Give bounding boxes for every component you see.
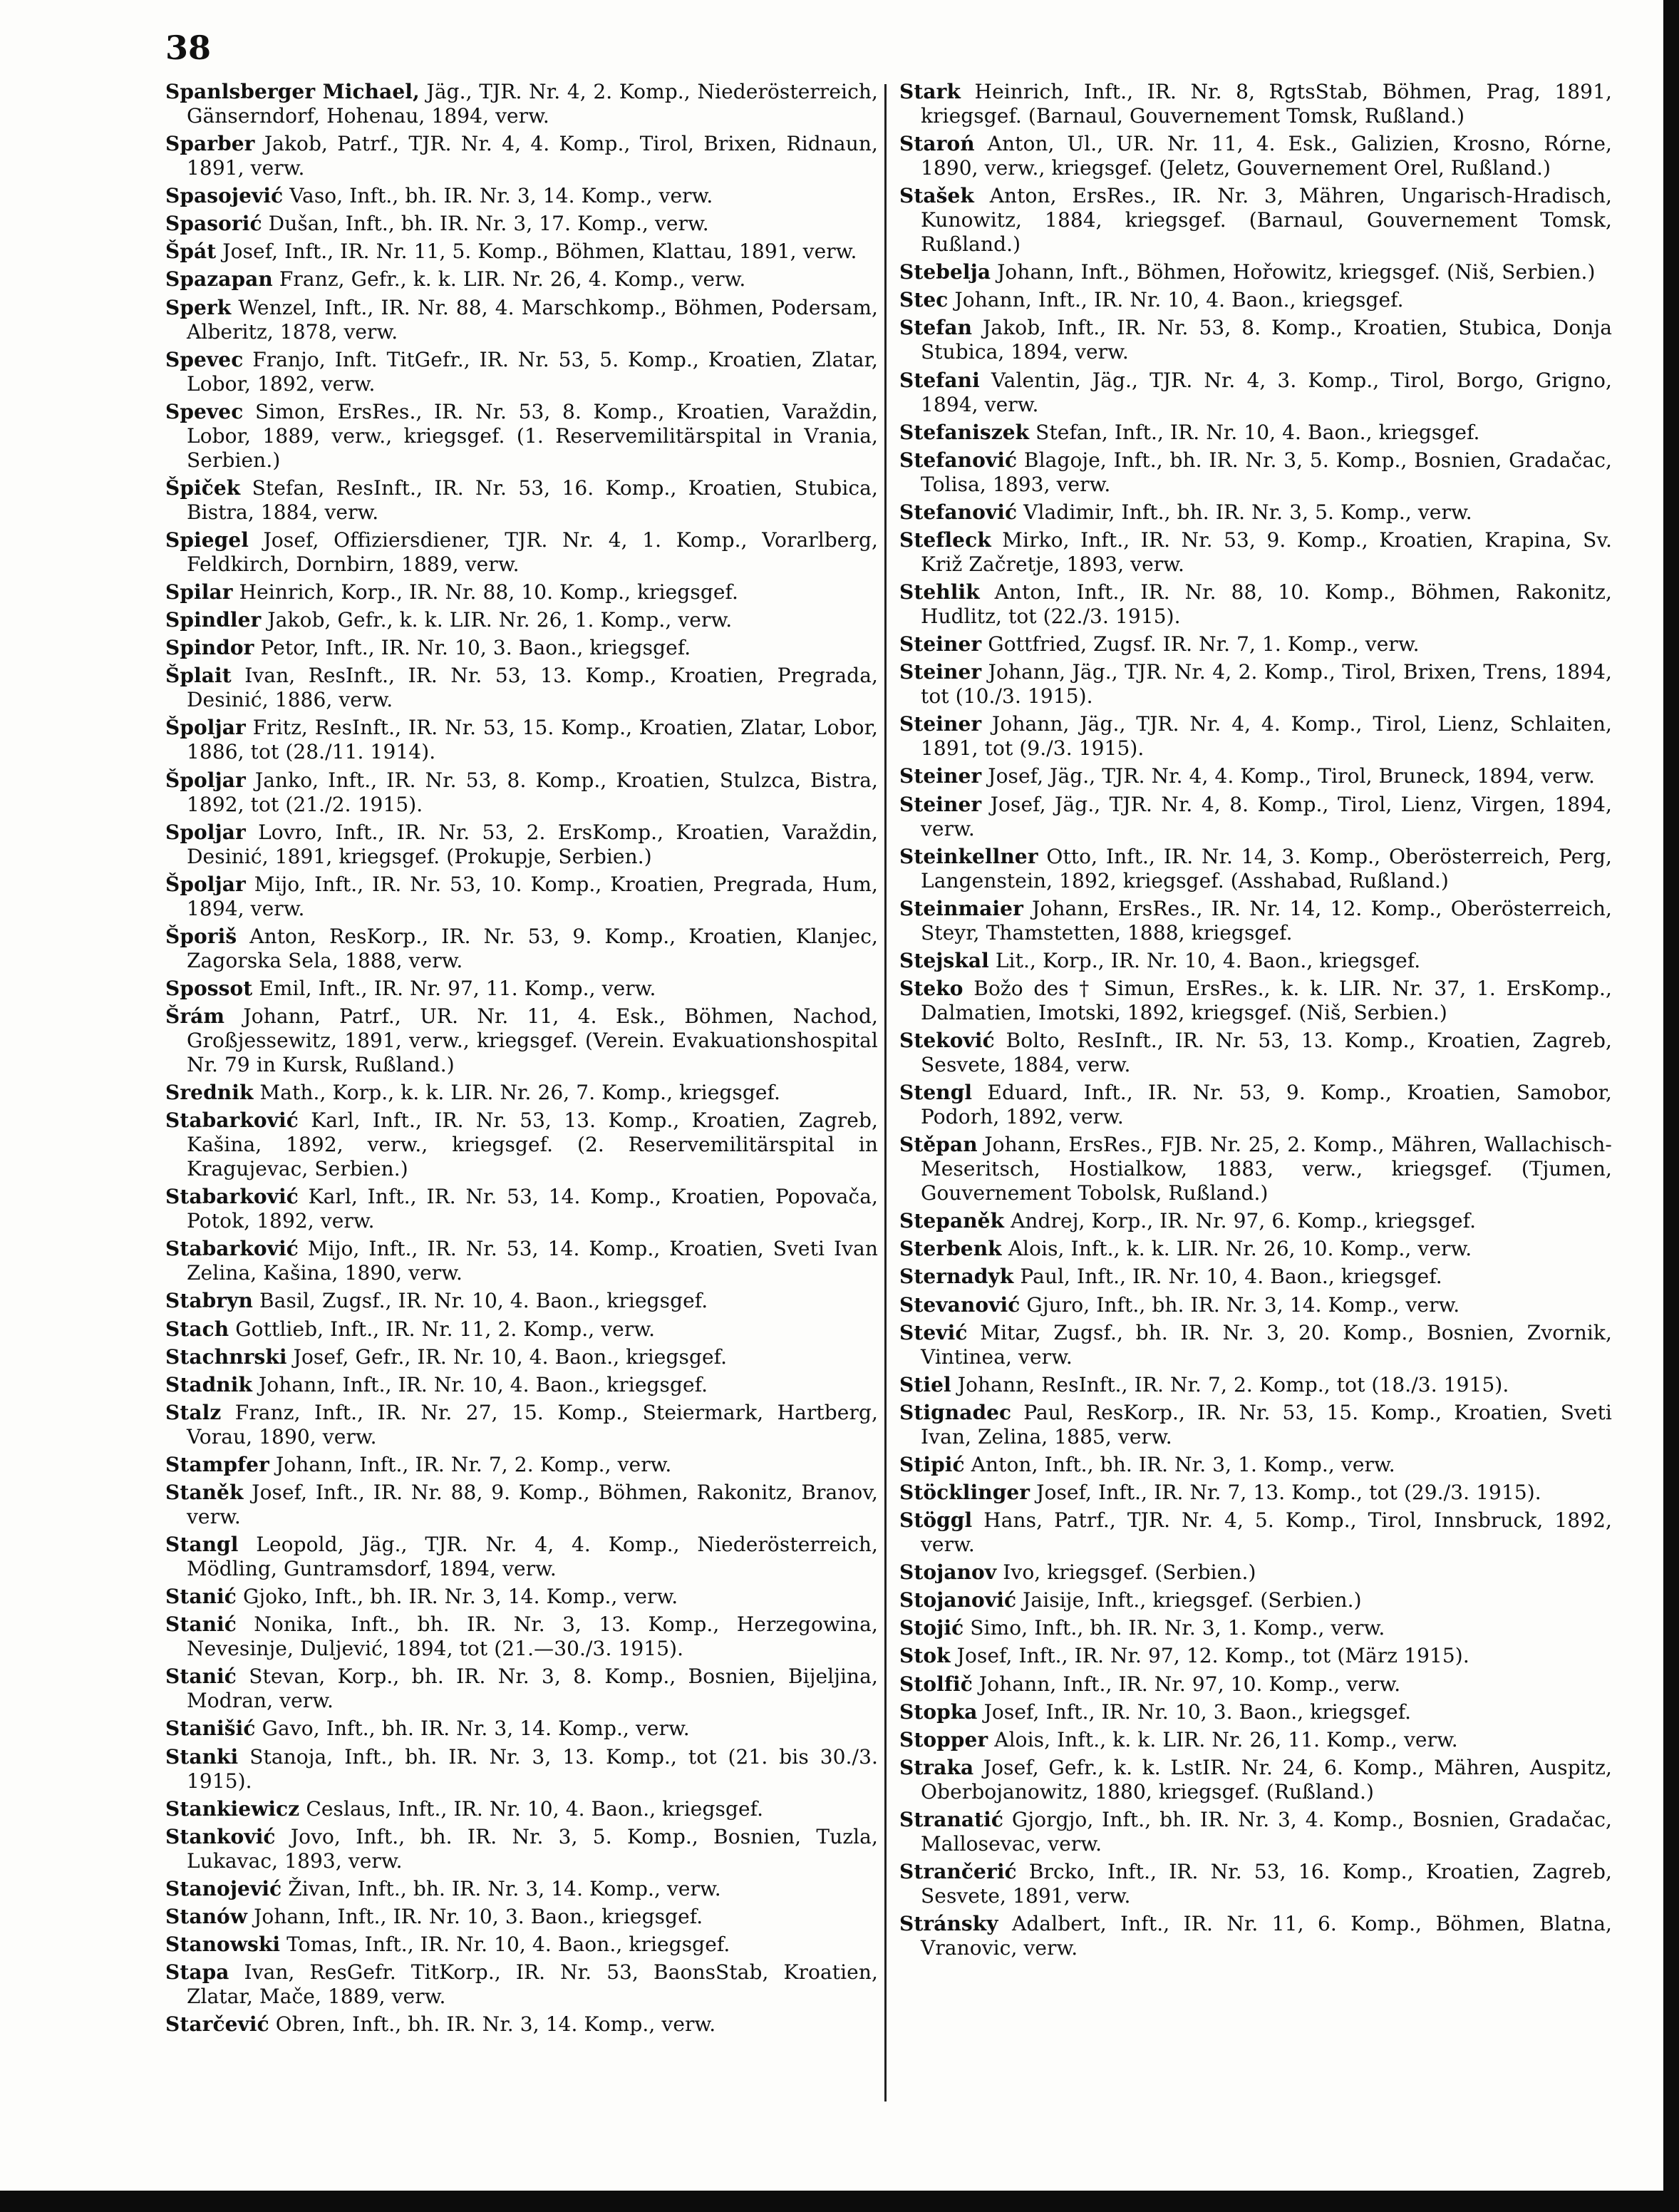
entry-details: Dušan, Inft., bh. IR. Nr. 3, 17. Komp., verw.: [268, 212, 709, 236]
page-number: 38: [165, 29, 212, 67]
entry-details: Gjoko, Inft., bh. IR. Nr. 3, 14. Komp., verw.: [242, 1585, 678, 1609]
register-entry: [899, 712, 1612, 761]
entry-details: Johann, ResInft., IR. Nr. 7, 2. Komp., tot (18./3. 1915).: [957, 1372, 1509, 1396]
register-entry: [899, 1616, 1612, 1640]
register-entry: [165, 1960, 878, 2009]
entry-surname: Špoljar: [165, 872, 246, 896]
entry-surname: Stadnik: [165, 1372, 252, 1396]
entry-details: Josef, Inft., IR. Nr. 88, 9. Komp., Böhmen, Rakonitz, Branov, verw.: [187, 1481, 878, 1528]
register-entry: [899, 1644, 1612, 1668]
entry-details: Josef, Inft., IR. Nr. 11, 5. Komp., Böhmen, Klattau, 1891, verw.: [222, 240, 857, 264]
entry-details: Fritz, ResInft., IR. Nr. 53, 15. Komp., Kroatien, Zlatar, Lobor, 1886, tot (28./11. 1914).: [187, 716, 878, 764]
register-entry: [165, 977, 878, 1001]
register-entry: [899, 1401, 1612, 1449]
register-entry: [899, 1808, 1612, 1856]
entry-details: Johann, Jäg., TJR. Nr. 4, 2. Komp., Tirol, Brixen, Trens, 1894, tot (10./3. 1915).: [921, 660, 1612, 709]
entry-surname: Spossot: [165, 976, 253, 1000]
entry-surname: Spasorić: [165, 212, 262, 236]
entry-details: Jaisije, Inft., kriegsgef. (Serbien.): [1023, 1588, 1362, 1612]
register-entry: [165, 1797, 878, 1821]
entry-surname: Spiegel: [165, 528, 249, 552]
register-entry: [899, 1373, 1612, 1397]
entry-details: Anton, Inft., IR. Nr. 88, 10. Komp., Böhmen, Rakonitz, Hudlitz, tot (22./3. 1915).: [921, 580, 1612, 629]
entry-surname: Stark: [899, 80, 961, 103]
register-entry: [165, 1004, 878, 1077]
entry-surname: Stojanović: [899, 1588, 1017, 1612]
entry-surname: Stok: [899, 1644, 951, 1668]
entry-details: Simon, ErsRes., IR. Nr. 53, 8. Komp., Kroatien, Varaždin, Lobor, 1889, verw., kriegsgef. (1. Reservemilitärspital in Vrania, Serbien.): [187, 399, 878, 472]
entry-surname: Steko: [899, 976, 964, 1000]
entry-details: Andrej, Korp., IR. Nr. 97, 6. Komp., kriegsgef.: [1011, 1209, 1477, 1233]
entry-details: Nonika, Inft., bh. IR. Nr. 3, 13. Komp., Herzegowina, Nevesinje, Duljević, 1894, tot (21.—30./3. 1915).: [187, 1612, 878, 1661]
register-entry: [899, 1081, 1612, 1129]
register-entry: [165, 1345, 878, 1369]
entry-surname: Sperk: [165, 295, 232, 319]
register-entry: [899, 793, 1612, 841]
register-entry: [165, 2012, 878, 2037]
entry-surname: Stepaněk: [899, 1209, 1005, 1233]
register-entry: [899, 132, 1612, 180]
entry-details: Hans, Patrf., TJR. Nr. 4, 5. Komp., Tirol, Innsbruck, 1892, verw.: [921, 1508, 1612, 1557]
entry-details: Gjuro, Inft., bh. IR. Nr. 3, 14. Komp., verw.: [1026, 1292, 1460, 1317]
register-entry: [165, 1081, 878, 1105]
entry-surname: Špát: [165, 240, 217, 264]
register-entry: [899, 1672, 1612, 1697]
entry-surname: Stachnrski: [165, 1344, 287, 1369]
register-entry: [899, 1756, 1612, 1804]
entry-details: Ivan, ResInft., IR. Nr. 53, 13. Komp., Kroatien, Pregrada, Desinić, 1886, verw.: [187, 664, 878, 712]
entry-details: Karl, Inft., IR. Nr. 53, 13. Komp., Kroatien, Zagreb, Kašina, 1892, verw., kriegsgef. (2. Reservemilitärspital in Kragujevac, Serbien.): [187, 1108, 878, 1181]
register-entry: [165, 768, 878, 817]
register-entry: [899, 1912, 1612, 1960]
entry-surname: Staroń: [899, 132, 975, 156]
register-entry: [165, 1481, 878, 1529]
entry-details: Heinrich, Korp., IR. Nr. 88, 10. Komp., kriegsgef.: [239, 580, 738, 605]
entry-surname: Stebelja: [899, 260, 991, 284]
entry-surname: Šplait: [165, 664, 232, 688]
entry-details: Josef, Gefr., IR. Nr. 10, 4. Baon., kriegsgef.: [293, 1344, 728, 1369]
entry-surname: Steiner: [899, 660, 982, 684]
entry-details: Josef, Inft., IR. Nr. 97, 12. Komp., tot (März 1915).: [956, 1644, 1469, 1668]
entry-surname: Spindor: [165, 636, 254, 660]
entry-details: Lovro, Inft., IR. Nr. 53, 2. ErsKomp., Kroatien, Varaždin, Desinić, 1891, kriegsgef. (Prokupje, Serbien.): [187, 820, 878, 868]
entry-details: Johann, Jäg., TJR. Nr. 4, 4. Komp., Tirol, Lienz, Schlaiten, 1891, tot (9./3. 1915).: [921, 712, 1612, 761]
entry-surname: Stanki: [165, 1744, 239, 1769]
entry-details: Anton, ResKorp., IR. Nr. 53, 9. Komp., Kroatien, Klanjec, Zagorska Sela, 1888, verw.: [187, 924, 878, 972]
register-entry: [899, 1237, 1612, 1261]
entry-details: Stefan, ResInft., IR. Nr. 53, 16. Komp., Kroatien, Stubica, Bistra, 1884, verw.: [187, 475, 878, 524]
entry-surname: Sterbenk: [899, 1237, 1002, 1261]
entry-details: Heinrich, Inft., IR. Nr. 8, RgtsStab, Böhmen, Prag, 1891, kriegsgef. (Barnaul, Gouvernement Tomsk, Rußland.): [921, 80, 1612, 128]
register-entry: [165, 1745, 878, 1794]
entry-details: Blagoje, Inft., bh. IR. Nr. 3, 5. Komp., Bosnien, Gradačac, Tolisa, 1893, verw.: [921, 448, 1612, 496]
right-column: [899, 80, 1612, 1964]
entry-surname: Spevec: [165, 347, 244, 371]
entry-details: Adalbert, Inft., IR. Nr. 11, 6. Komp., Böhmen, Blatna, Vranovic, verw.: [921, 1912, 1612, 1960]
register-entry: [899, 184, 1612, 257]
entry-surname: Strančerić: [899, 1860, 1017, 1884]
entry-surname: Steiner: [899, 764, 982, 788]
register-entry: [899, 316, 1612, 364]
entry-surname: Steiner: [899, 632, 982, 657]
entry-details: Franz, Inft., IR. Nr. 27, 15. Komp., Steiermark, Hartberg, Vorau, 1890, verw.: [187, 1400, 878, 1449]
register-entry: [899, 1209, 1612, 1233]
entry-details: Johann, ErsRes., IR. Nr. 14, 12. Komp., Oberösterreich, Steyr, Thamstetten, 1888, kriegsgef.: [921, 896, 1612, 945]
entry-surname: Stach: [165, 1317, 229, 1341]
entry-surname: Stejskal: [899, 948, 989, 972]
entry-surname: Stević: [899, 1320, 968, 1344]
entry-surname: Spazapan: [165, 267, 273, 292]
entry-details: Karl, Inft., IR. Nr. 53, 14. Komp., Kroatien, Popovača, Potok, 1892, verw.: [187, 1185, 878, 1233]
register-entry: [899, 421, 1612, 445]
register-entry: [165, 267, 878, 292]
register-entry: [165, 1585, 878, 1609]
register-entry: [899, 80, 1612, 128]
register-entry: [165, 212, 878, 236]
entry-surname: Stöggl: [899, 1508, 973, 1533]
entry-surname: Stehlik: [899, 580, 980, 605]
entry-surname: Stanić: [165, 1665, 237, 1689]
register-entry: [165, 580, 878, 605]
entry-details: Vaso, Inft., bh. IR. Nr. 3, 14. Komp., verw.: [289, 184, 713, 208]
entry-surname: Steiner: [899, 712, 982, 736]
register-entry: [899, 1481, 1612, 1505]
entry-surname: Stiel: [899, 1372, 951, 1396]
register-entry: [899, 1728, 1612, 1752]
register-entry: [165, 1717, 878, 1741]
entry-surname: Spevec: [165, 399, 244, 423]
entry-surname: Straka: [899, 1755, 974, 1779]
entry-details: Janko, Inft., IR. Nr. 53, 8. Komp., Kroatien, Stulzca, Bistra, 1892, tot (21./2. 1915).: [187, 768, 878, 816]
entry-surname: Stefanović: [899, 448, 1018, 472]
entry-surname: Stránsky: [899, 1912, 998, 1936]
entry-surname: Stefan: [899, 316, 973, 340]
entry-details: Mitar, Zugsf., bh. IR. Nr. 3, 20. Komp., Bosnien, Zvornik, Vintinea, verw.: [921, 1320, 1612, 1369]
entry-surname: Stefani: [899, 368, 980, 392]
entry-details: Basil, Zugsf., IR. Nr. 10, 4. Baon., kriegsgef.: [259, 1289, 708, 1313]
entry-details: Mijo, Inft., IR. Nr. 53, 10. Komp., Kroatien, Pregrada, Hum, 1894, verw.: [187, 872, 878, 920]
entry-details: Mijo, Inft., IR. Nr. 53, 14. Komp., Kroatien, Sveti Ivan Zelina, Kašina, 1890, verw.: [187, 1237, 878, 1285]
register-entry: [899, 764, 1612, 788]
entry-surname: Stefaniszek: [899, 420, 1030, 444]
register-entry: [165, 1825, 878, 1873]
entry-surname: Stolfič: [899, 1672, 973, 1696]
register-entry: [165, 1665, 878, 1713]
entry-details: Math., Korp., k. k. LIR. Nr. 26, 7. Komp., kriegsgef.: [259, 1081, 781, 1105]
entry-details: Paul, Inft., IR. Nr. 10, 4. Baon., kriegsgef.: [1020, 1265, 1442, 1289]
entry-details: Gjorgjo, Inft., bh. IR. Nr. 3, 4. Komp., Bosnien, Gradačac, Mallosevac, verw.: [921, 1807, 1612, 1856]
entry-details: Anton, Inft., bh. IR. Nr. 3, 1. Komp., verw.: [971, 1452, 1395, 1476]
entry-details: Josef, Jäg., TJR. Nr. 4, 4. Komp., Tirol, Bruneck, 1894, verw.: [988, 764, 1596, 788]
scan-edge-right: [1663, 0, 1679, 2212]
register-entry: [165, 1237, 878, 1285]
entry-surname: Sternadyk: [899, 1265, 1014, 1289]
entry-surname: Stangl: [165, 1533, 239, 1557]
entry-surname: Stevanović: [899, 1292, 1021, 1317]
register-entry: [165, 1401, 878, 1449]
register-entry: [899, 448, 1612, 497]
register-entry: [899, 949, 1612, 973]
entry-surname: Steinkellner: [899, 844, 1038, 868]
register-entry: [165, 528, 878, 577]
entry-details: Otto, Inft., IR. Nr. 14, 3. Komp., Oberösterreich, Perg, Langenstein, 1892, kriegsgef. (Asshabad, Rußland.): [921, 844, 1612, 892]
entry-surname: Stengl: [899, 1081, 973, 1105]
register-entry: [899, 1700, 1612, 1724]
register-entry: [899, 897, 1612, 945]
scan-edge-bottom: [0, 2191, 1679, 2212]
entry-surname: Stignadec: [899, 1400, 1012, 1424]
register-entry: [165, 1905, 878, 1929]
register-entry: [165, 1933, 878, 1957]
entry-surname: Špiček: [165, 475, 241, 500]
entry-details: Jovo, Inft., bh. IR. Nr. 3, 5. Komp., Bosnien, Tuzla, Lukavac, 1893, verw.: [187, 1824, 878, 1873]
entry-details: Johann, Inft., Böhmen, Hořowitz, kriegsgef. (Niš, Serbien.): [997, 260, 1596, 284]
entry-details: Anton, Ul., UR. Nr. 11, 4. Esk., Galizien, Krosno, Rórne, 1890, verw., kriegsgef. (Jeletz, Gouvernement Orel, Rußland.): [921, 132, 1612, 180]
entry-details: Vladimir, Inft., bh. IR. Nr. 3, 5. Komp., verw.: [1023, 500, 1472, 524]
entry-surname: Stranatić: [899, 1807, 1004, 1831]
entry-details: Franz, Gefr., k. k. LIR. Nr. 26, 4. Komp., verw.: [279, 267, 746, 292]
register-entry: [165, 636, 878, 660]
entry-surname: Stefanović: [899, 500, 1018, 524]
entry-surname: Stojić: [899, 1616, 964, 1640]
entry-surname: Stabarković: [165, 1237, 299, 1261]
entry-surname: Stopper: [899, 1727, 988, 1751]
entry-details: Mirko, Inft., IR. Nr. 53, 9. Komp., Kroatien, Krapina, Sv. Križ Začretje, 1893, verw.: [921, 528, 1612, 576]
entry-surname: Špoljar: [165, 716, 246, 740]
register-entry: [899, 500, 1612, 525]
entry-details: Johann, Inft., IR. Nr. 10, 4. Baon., kriegsgef.: [954, 288, 1404, 312]
entry-details: Petor, Inft., IR. Nr. 10, 3. Baon., kriegsgef.: [260, 636, 691, 660]
column-divider: [884, 84, 887, 2102]
register-entry: [165, 1289, 878, 1313]
entry-details: Anton, ErsRes., IR. Nr. 3, Mähren, Ungarisch-Hradisch, Kunowitz, 1884, kriegsgef. (Barnaul, Gouvernement Tomsk, Rußland.): [921, 184, 1612, 257]
entry-surname: Stankiewicz: [165, 1796, 300, 1821]
entry-details: Josef, Inft., IR. Nr. 7, 13. Komp., tot (29./3. 1915).: [1036, 1481, 1541, 1504]
entry-details: Paul, ResKorp., IR. Nr. 53, 15. Komp., Kroatien, Sveti Ivan, Zelina, 1885, verw.: [921, 1400, 1612, 1449]
register-entry: [165, 608, 878, 632]
register-entry: [899, 1560, 1612, 1585]
register-entry: [899, 528, 1612, 577]
register-entry: [899, 1293, 1612, 1317]
entry-surname: Stabryn: [165, 1289, 253, 1313]
entry-details: Josef, Jäg., TJR. Nr. 4, 8. Komp., Tirol, Lienz, Virgen, 1894, verw.: [921, 792, 1612, 840]
entry-surname: Srednik: [165, 1081, 254, 1105]
register-entry: [165, 1877, 878, 1901]
register-entry: [165, 873, 878, 921]
entry-details: Tomas, Inft., IR. Nr. 10, 4. Baon., kriegsgef.: [286, 1933, 730, 1957]
register-entry: [165, 1453, 878, 1477]
register-entry: [899, 845, 1612, 893]
register-entry: [899, 288, 1612, 312]
entry-details: Alois, Inft., k. k. LIR. Nr. 26, 11. Komp., verw.: [994, 1727, 1458, 1751]
entry-details: Wenzel, Inft., IR. Nr. 88, 4. Marschkomp., Böhmen, Podersam, Alberitz, 1878, verw.: [187, 295, 878, 344]
entry-surname: Stanišić: [165, 1717, 256, 1741]
register-entry: [165, 1533, 878, 1581]
register-entry: [899, 977, 1612, 1025]
entry-details: Eduard, Inft., IR. Nr. 53, 9. Komp., Kroatien, Samobor, Podorh, 1892, verw.: [921, 1081, 1612, 1129]
register-entry: [899, 1321, 1612, 1369]
register-entry: [899, 1508, 1612, 1557]
register-entry: [899, 1133, 1612, 1205]
register-entry: [165, 476, 878, 525]
entry-surname: Stabarković: [165, 1185, 299, 1209]
entry-details: Johann, Patrf., UR. Nr. 11, 4. Esk., Böhmen, Nachod, Großjessewitz, 1891, verw., kriegsgef. (Verein. Evakuationshospital Nr. 79 in Kursk, Rußland.): [187, 1004, 878, 1076]
entry-details: Johann, Inft., IR. Nr. 10, 4. Baon., kriegsgef.: [259, 1372, 708, 1396]
entry-details: Josef, Offiziersdiener, TJR. Nr. 4, 1. Komp., Vorarlberg, Feldkirch, Dornbirn, 1889, verw.: [187, 528, 878, 576]
entry-details: Stanoja, Inft., bh. IR. Nr. 3, 13. Komp., tot (21. bis 30./3. 1915).: [187, 1744, 878, 1793]
entry-details: Jakob, Gefr., k. k. LIR. Nr. 26, 1. Komp., verw.: [267, 608, 733, 632]
register-entry: [165, 664, 878, 712]
entry-details: Alois, Inft., k. k. LIR. Nr. 26, 10. Komp., verw.: [1008, 1237, 1472, 1261]
entry-surname: Stabarković: [165, 1108, 299, 1133]
entry-details: Jäg., TJR. Nr. 4, 2. Komp., Niederösterreich, Gänserndorf, Hohenau, 1894, verw.: [187, 80, 879, 128]
entry-surname: Steiner: [899, 792, 982, 816]
register-entry: [165, 296, 878, 344]
register-entry: [165, 1373, 878, 1397]
entry-surname: Starčević: [165, 2012, 269, 2037]
register-entry: [165, 925, 878, 973]
entry-details: Johann, Inft., IR. Nr. 7, 2. Komp., verw.: [275, 1452, 672, 1476]
register-entry: [165, 132, 878, 180]
register-entry: [165, 1185, 878, 1233]
entry-surname: Stec: [899, 288, 949, 312]
entry-details: Bolto, ResInft., IR. Nr. 53, 13. Komp., Kroatien, Zagreb, Sesvete, 1884, verw.: [921, 1028, 1612, 1076]
entry-surname: Stapa: [165, 1960, 229, 1985]
entry-details: Ceslaus, Inft., IR. Nr. 10, 4. Baon., kriegsgef.: [306, 1796, 764, 1821]
entry-surname: Stöcklinger: [899, 1481, 1030, 1504]
entry-details: Valentin, Jäg., TJR. Nr. 4, 3. Komp., Tirol, Borgo, Grigno, 1894, verw.: [921, 368, 1612, 416]
entry-surname: Stanković: [165, 1824, 276, 1848]
entry-details: Božo des † Simun, ErsRes., k. k. LIR. Nr. 37, 1. ErsKomp., Dalmatien, Imotski, 1892, kriegsgef. (Niš, Serbien.): [921, 976, 1612, 1024]
register-entry: [165, 400, 878, 473]
entry-details: Obren, Inft., bh. IR. Nr. 3, 14. Komp., verw.: [275, 2012, 716, 2037]
entry-surname: Spasojević: [165, 184, 284, 208]
entry-details: Gottlieb, Inft., IR. Nr. 11, 2. Komp., verw.: [235, 1317, 656, 1341]
register-entry: [899, 1029, 1612, 1077]
entry-surname: Steinmaier: [899, 896, 1023, 920]
entry-details: Stefan, Inft., IR. Nr. 10, 4. Baon., kriegsgef.: [1035, 420, 1480, 444]
entry-details: Živan, Inft., bh. IR. Nr. 3, 14. Komp., verw.: [288, 1876, 721, 1900]
entry-surname: Spilar: [165, 580, 233, 605]
entry-details: Franjo, Inft. TitGefr., IR. Nr. 53, 5. Komp., Kroatien, Zlatar, Lobor, 1892, verw.: [187, 347, 878, 396]
entry-details: Johann, Inft., IR. Nr. 97, 10. Komp., verw.: [978, 1672, 1401, 1696]
left-column: [165, 80, 878, 2040]
entry-details: Josef, Gefr., k. k. LstIR. Nr. 24, 6. Komp., Mähren, Auspitz, Oberbojanowitz, 1880, kriegsgef. (Rußland.): [921, 1755, 1612, 1804]
register-entry: [899, 369, 1612, 417]
entry-details: Ivo, kriegsgef. (Serbien.): [1003, 1560, 1256, 1585]
entry-surname: Stanów: [165, 1904, 248, 1928]
register-entry: [899, 1265, 1612, 1289]
entry-details: Simo, Inft., bh. IR. Nr. 3, 1. Komp., verw.: [970, 1616, 1385, 1640]
entry-details: Brcko, Inft., IR. Nr. 53, 16. Komp., Kroatien, Zagreb, Sesvete, 1891, verw.: [921, 1860, 1612, 1908]
entry-surname: Stalz: [165, 1400, 222, 1424]
register-entry: [899, 580, 1612, 629]
entry-surname: Spanlsberger Michael,: [165, 80, 420, 103]
register-entry: [165, 348, 878, 396]
register-entry: [165, 80, 878, 128]
entry-surname: Stanić: [165, 1612, 237, 1637]
register-entry: [165, 240, 878, 264]
entry-details: Leopold, Jäg., TJR. Nr. 4, 4. Komp., Niederösterreich, Mödling, Guntramsdorf, 1894, verw.: [187, 1533, 878, 1581]
entry-surname: Stojanov: [899, 1560, 997, 1585]
entry-surname: Stěpan: [899, 1133, 978, 1157]
entry-details: Lit., Korp., IR. Nr. 10, 4. Baon., kriegsgef.: [995, 948, 1421, 972]
entry-surname: Stampfer: [165, 1452, 269, 1476]
register-entry: [899, 1588, 1612, 1612]
register-entry: [165, 1317, 878, 1342]
entry-surname: Stefleck: [899, 528, 991, 552]
entry-details: Gottfried, Zugsf. IR. Nr. 7, 1. Komp., verw.: [988, 632, 1420, 657]
entry-surname: Sparber: [165, 132, 255, 156]
entry-details: Josef, Inft., IR. Nr. 10, 3. Baon., kriegsgef.: [983, 1699, 1412, 1724]
register-entry: [165, 716, 878, 764]
entry-surname: Steković: [899, 1028, 995, 1052]
register-entry: [165, 1108, 878, 1181]
register-entry: [899, 660, 1612, 709]
entry-surname: Stašek: [899, 184, 974, 208]
entry-details: Ivan, ResGefr. TitKorp., IR. Nr. 53, BaonsStab, Kroatien, Zlatar, Mače, 1889, verw.: [187, 1960, 878, 2009]
entry-details: Gavo, Inft., bh. IR. Nr. 3, 14. Komp., verw.: [262, 1717, 690, 1741]
entry-details: Emil, Inft., IR. Nr. 97, 11. Komp., verw.: [259, 976, 656, 1000]
entry-surname: Šporiš: [165, 924, 237, 948]
entry-surname: Spoljar: [165, 820, 246, 844]
entry-surname: Spindler: [165, 608, 262, 632]
register-entry: [899, 260, 1612, 284]
entry-surname: Stopka: [899, 1699, 978, 1724]
entry-surname: Stanić: [165, 1585, 237, 1609]
register-entry: [899, 632, 1612, 657]
entry-surname: Špoljar: [165, 768, 246, 792]
entry-surname: Staněk: [165, 1481, 244, 1504]
register-entry: [899, 1860, 1612, 1908]
entry-surname: Stanojević: [165, 1876, 282, 1900]
register-entry: [899, 1453, 1612, 1477]
entry-surname: Stipić: [899, 1452, 965, 1476]
entry-details: Johann, ErsRes., FJB. Nr. 25, 2. Komp., Mähren, Wallachisch-Meseritsch, Hostialkow, 1883, verw., kriegsgef. (Tjumen, Gouvernement Tobolsk, Rußland.): [921, 1133, 1612, 1205]
entry-details: Jakob, Inft., IR. Nr. 53, 8. Komp., Kroatien, Stubica, Donja Stubica, 1894, verw.: [921, 316, 1612, 364]
entry-surname: Stanowski: [165, 1933, 281, 1957]
register-entry: [165, 1612, 878, 1661]
entry-details: Stevan, Korp., bh. IR. Nr. 3, 8. Komp., Bosnien, Bijeljina, Modran, verw.: [187, 1665, 878, 1713]
entry-details: Johann, Inft., IR. Nr. 10, 3. Baon., kriegsgef.: [254, 1904, 703, 1928]
entry-details: Jakob, Patrf., TJR. Nr. 4, 4. Komp., Tirol, Brixen, Ridnaun, 1891, verw.: [187, 132, 878, 180]
entry-surname: Šrám: [165, 1004, 225, 1028]
register-entry: [165, 184, 878, 208]
register-entry: [165, 821, 878, 869]
